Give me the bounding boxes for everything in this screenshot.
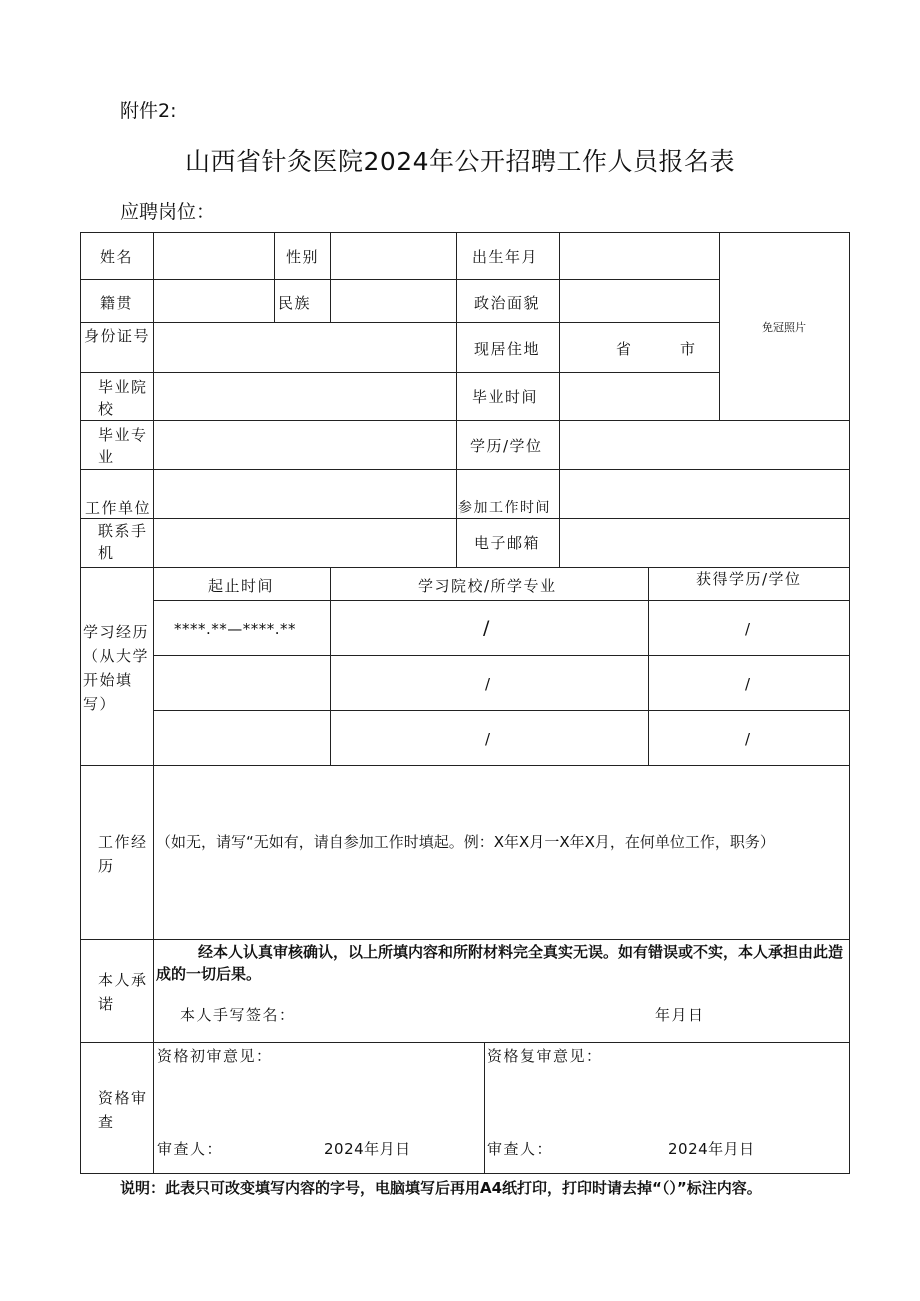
birth-label: 出生年月	[472, 248, 539, 266]
grad-time-label: 毕业时间	[472, 388, 539, 406]
first-review-date: 2024年月日	[324, 1140, 411, 1158]
education-section-label: 学习经历（从大学开始填写）	[83, 623, 150, 713]
edu-row-degree: /	[745, 730, 752, 748]
edu-col-period: 起止时间	[208, 577, 275, 595]
position-label: 应聘岗位：	[120, 201, 216, 223]
form-title: 山西省针灸医院2024年公开招聘工作人员报名表	[184, 147, 736, 176]
edu-col-degree: 获得学历/学位	[696, 570, 802, 588]
name-label: 姓名	[100, 248, 134, 266]
pledge-text: 经本人认真审核确认，以上所填内容和所附材料完全真实无误。如有错误或不实，本人承担由此造成的一切后果。	[156, 943, 844, 983]
second-review-label: 资格复审意见：	[487, 1047, 603, 1065]
table-border	[81, 233, 850, 1174]
political-label: 政治面貌	[474, 294, 541, 312]
edu-row-period: ****.**—****.**	[174, 620, 297, 638]
native-place-label: 籍贯	[100, 294, 134, 312]
edu-row-school: /	[485, 730, 492, 748]
second-reviewer-label: 审查人：	[487, 1140, 554, 1158]
first-reviewer-label: 审查人：	[157, 1140, 224, 1158]
second-review-date: 2024年月日	[668, 1140, 755, 1158]
residence-label: 现居住地	[474, 340, 541, 358]
edu-col-school: 学习院校/所学专业	[418, 577, 557, 595]
id-number-label: 身份证号	[84, 327, 151, 345]
province-unit: 省	[616, 340, 633, 358]
ethnic-label: 民族	[278, 294, 312, 312]
attachment-label: 附件2:	[120, 100, 177, 122]
work-start-label: 参加工作时间	[458, 500, 551, 516]
signature-label: 本人手写签名：	[180, 1006, 296, 1024]
work-section-label: 工作经历	[98, 833, 148, 875]
gender-label: 性别	[286, 248, 320, 266]
employer-label: 工作单位	[85, 499, 152, 517]
email-label: 电子邮箱	[474, 534, 541, 552]
phone-label: 联系手机	[98, 522, 148, 562]
degree-label: 学历/学位	[470, 437, 543, 455]
pledge-date: 年月日	[655, 1006, 705, 1024]
city-unit: 市	[680, 340, 697, 358]
photo-label: 免冠照片	[762, 321, 806, 334]
first-review-label: 资格初审意见：	[157, 1047, 273, 1065]
review-section-label: 资格审查	[98, 1089, 148, 1131]
edu-row-school: /	[485, 675, 492, 693]
edu-row-degree: /	[745, 675, 752, 693]
school-label: 毕业院校	[98, 378, 148, 418]
edu-row-degree: /	[745, 620, 752, 638]
footer-note: 说明：此表只可改变填写内容的字号，电脑填写后再用A4纸打印，打印时请去掉“（）”标注内容。	[120, 1179, 762, 1197]
major-label: 毕业专业	[98, 426, 148, 466]
edu-row-school: /	[483, 617, 491, 639]
work-hint: （如无，请写“无如有，请自参加工作时填起。例：X年X月一X年X月，在何单位工作，职务）	[156, 833, 775, 851]
pledge-section-label: 本人承诺	[98, 971, 148, 1013]
